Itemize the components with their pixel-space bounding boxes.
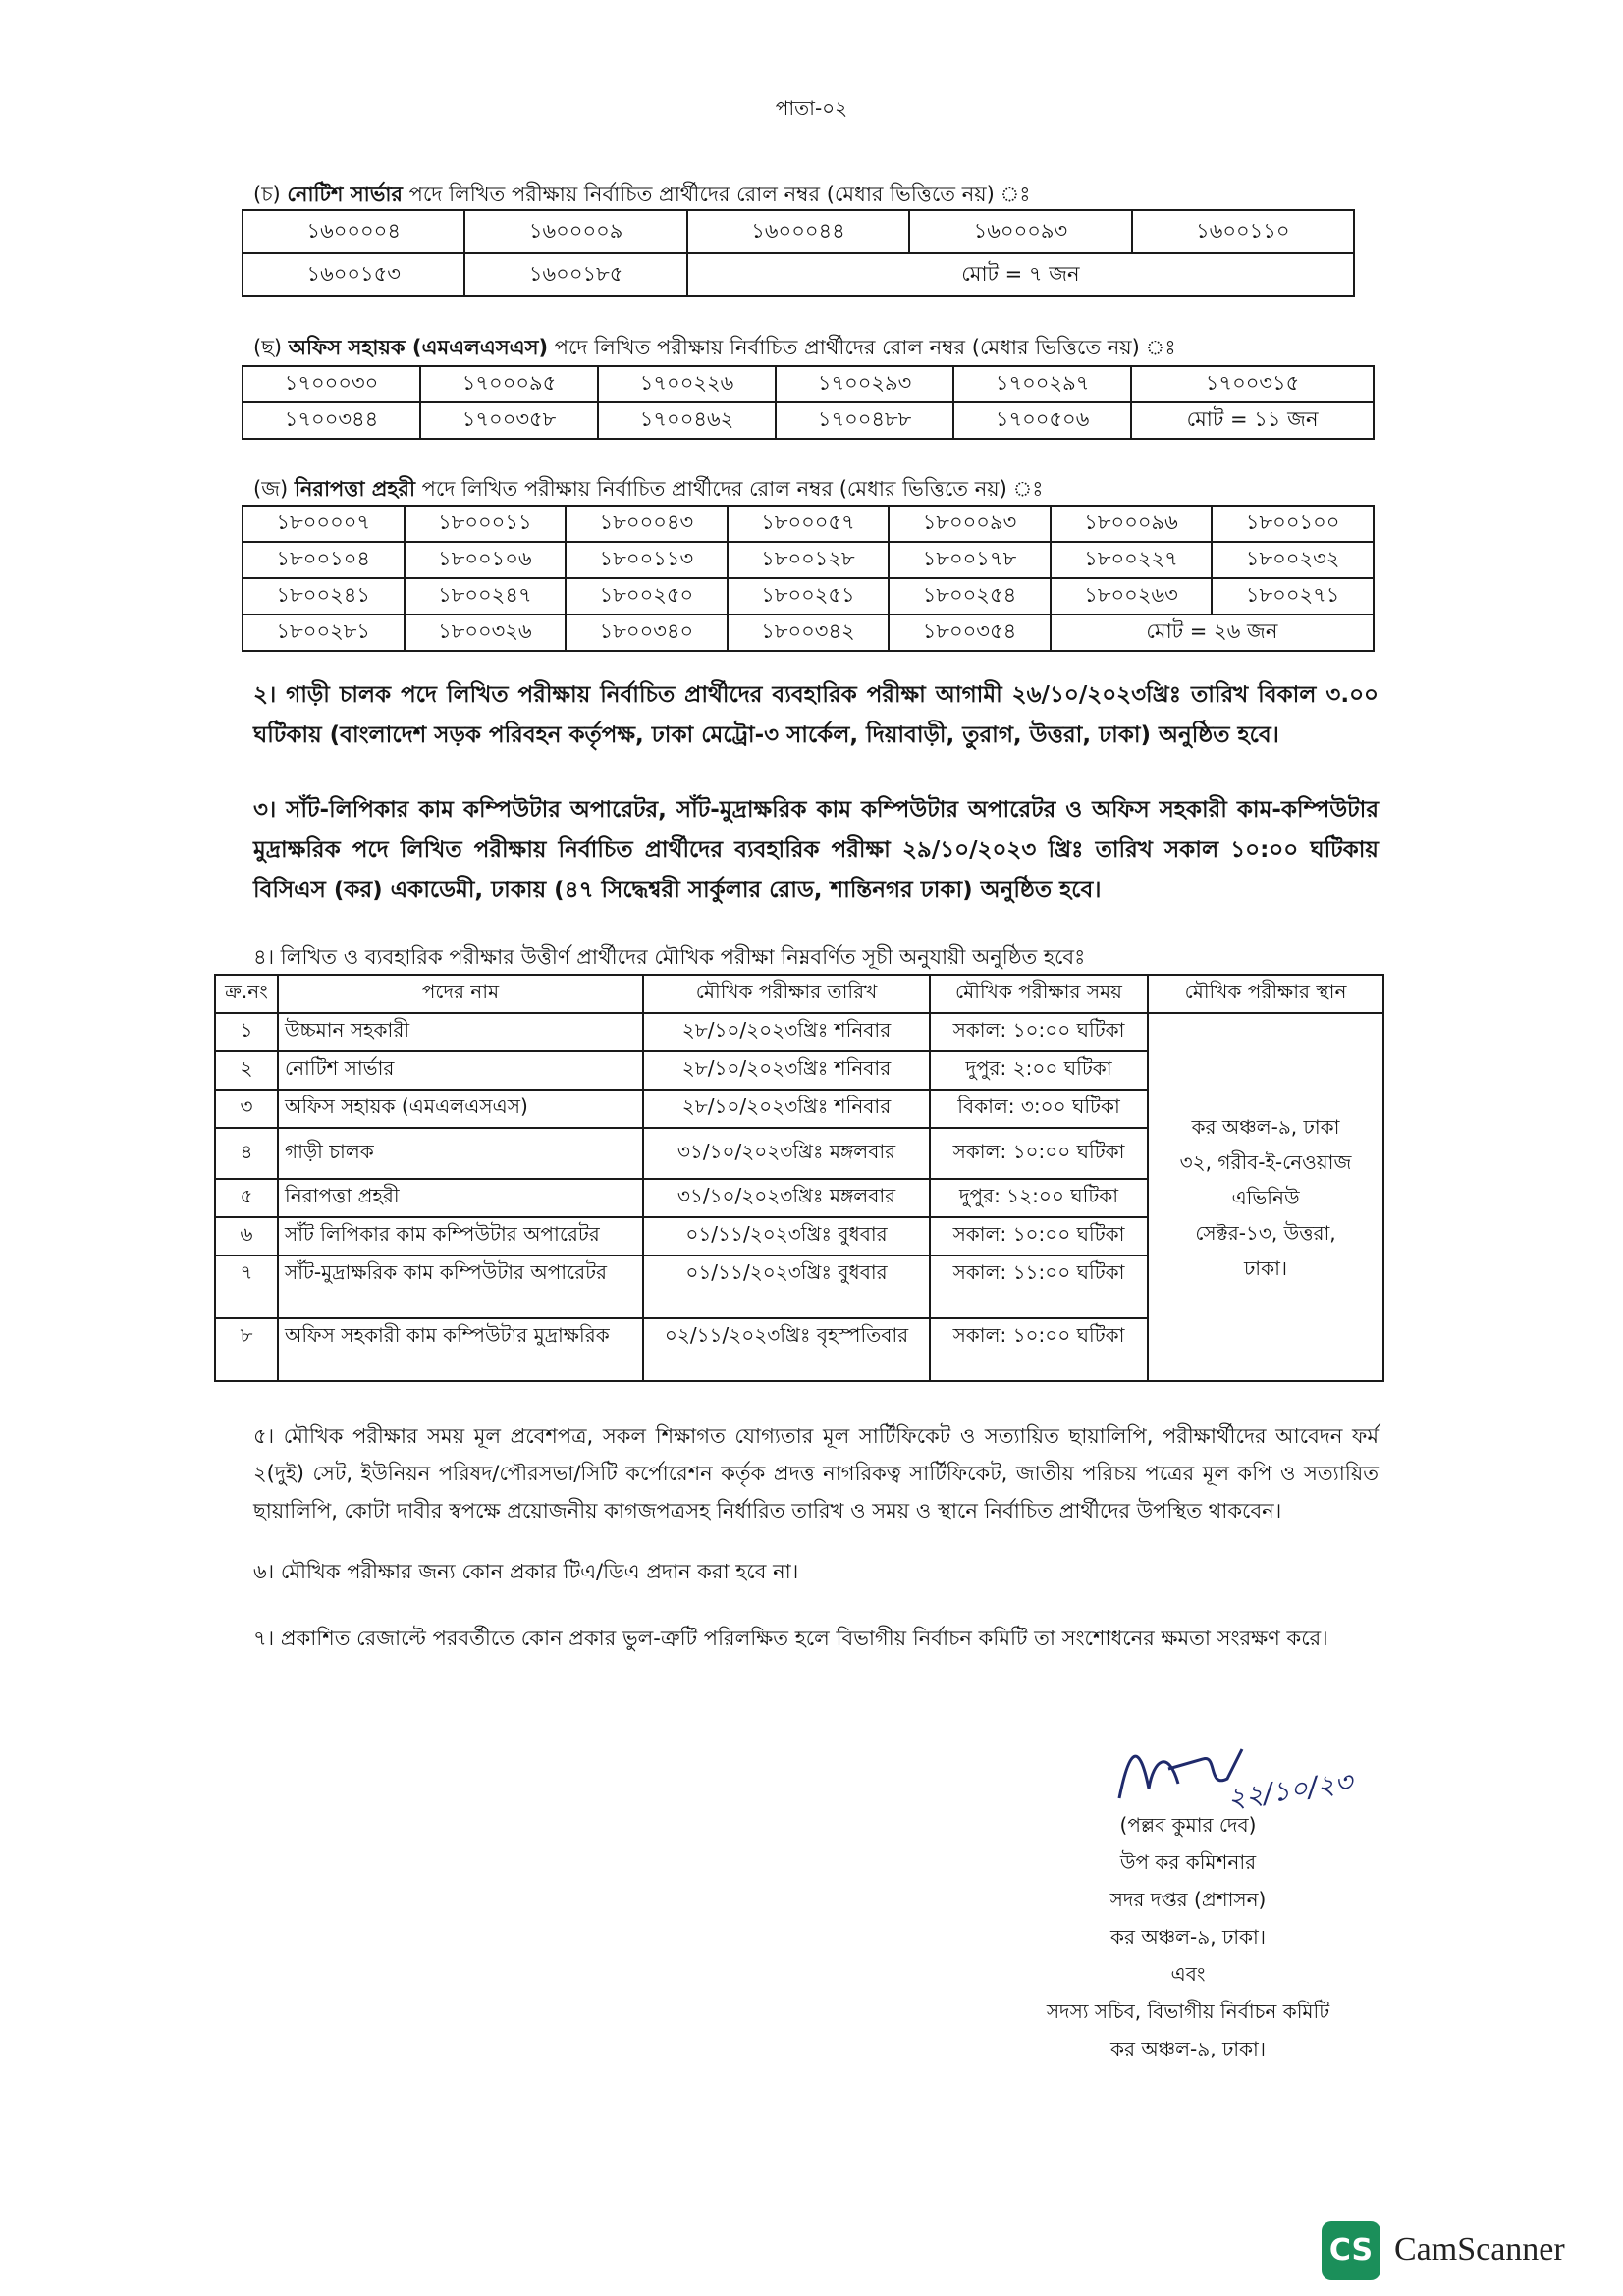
total-cell: মোট = ২৬ জন — [1051, 614, 1374, 651]
paragraph-5: ৫। মৌখিক পরীক্ষার সময় মূল প্রবেশপত্র, সকল শিক্ষাগত যোগ্যতার মূল সার্টিফিকেট ও সত্যায়িত ছায়ালিপি, পরীক্ষার্থীদের আবেদন ফর্ম ২(দুই) সেট, ইউনিয়ন পরিষদ/পৌরসভা/সিটি কর্পোরেশন কর্তৃক প্রদত্ত নাগরিকত্ব সার্টিফিকেট, জাতীয় পরিচয় পত্রের মূল কপি ও সত্যায়িত ছায়ালিপি, কোটা দাবীর স্বপক্ষে প্রয়োজনীয় কাগজপত্রসহ নির্ধারিত তারিখ ও সময় ও স্থানে নির্বাচিত প্রার্থীদের উপস্থিত থাকবেন। — [253, 1424, 1379, 1522]
roll-cell: ১৮০০১০৪ — [243, 542, 405, 578]
roll-cell: ১৭০০৩৫৮ — [420, 402, 598, 439]
roll-cell: ১৬০০০৯৩ — [909, 210, 1131, 253]
time-cell: সকাল: ১১:০০ ঘটিকা — [930, 1255, 1148, 1318]
signatory-designation: উপ কর কমিশনার — [1119, 1850, 1257, 1874]
serial-cell: ৬ — [215, 1217, 278, 1255]
roll-cell: ১৬০০০০৯ — [464, 210, 686, 253]
roll-cell: ১৭০০৩১৫ — [1131, 366, 1374, 402]
roll-cell: ১৮০০৩২৬ — [405, 614, 567, 651]
roll-cell: ১৮০০২৭১ — [1212, 578, 1374, 614]
serial-cell: ৮ — [215, 1318, 278, 1381]
signatory-role: সদস্য সচিব, বিভাগীয় নির্বাচন কমিটি — [1046, 2000, 1330, 2023]
paragraph-3: ৩। সাঁট-লিপিকার কাম কম্পিউটার অপারেটর, সাঁট-মুদ্রাক্ষরিক কাম কম্পিউটার অপারেটর ও অফিস সহকারী কাম-কম্পিউটার মুদ্রাক্ষরিক পদে লিখিত পরীক্ষায় নির্বাচিত প্রার্থীদের ব্যবহারিক পরীক্ষা ২৯/১০/২০২৩ খ্রিঃ তারিখ সকাল ১০:০০ ঘটিকায় বিসিএস (কর) একাডেমী, ঢাকায় (৪৭ সিদ্ধেশ্বরী সার্কুলার রোড, শান্তিনগর ঢাকা) অনুষ্ঠিত হবে। — [253, 797, 1379, 903]
post-cell: নোটিশ সার্ভার — [278, 1051, 643, 1090]
column-header: মৌখিক পরীক্ষার স্থান — [1148, 975, 1383, 1013]
post-cell: নিরাপত্তা প্রহরী — [278, 1179, 643, 1217]
time-cell: সকাল: ১০:০০ ঘটিকা — [930, 1318, 1148, 1381]
camscanner-watermark: CamScanner — [1394, 2231, 1565, 2268]
roll-cell: ১৭০০৫০৬ — [953, 402, 1131, 439]
office-assistant-roll-table — [242, 365, 1375, 440]
date-cell: ০২/১১/২০২৩খ্রিঃ বৃহস্পতিবার — [643, 1318, 930, 1381]
roll-cell: ১৮০০০৫৭ — [728, 506, 890, 542]
camscanner-logo-icon: CS — [1322, 2221, 1380, 2280]
date-cell: ৩১/১০/২০২৩খ্রিঃ মঙ্গলবার — [643, 1179, 930, 1217]
paragraph-2: ২। গাড়ী চালক পদে লিখিত পরীক্ষায় নির্বাচিত প্রার্থীদের ব্যবহারিক পরীক্ষা আগামী ২৬/১০/২০২৩খ্রিঃ তারিখ বিকাল ৩.০০ ঘটিকায় (বাংলাদেশ সড়ক পরিবহন কর্তৃপক্ষ, ঢাকা মেট্রো-৩ সার্কেল, দিয়াবাড়ী, তুরাগ, উত্তরা, ঢাকা) অনুষ্ঠিত হবে। — [253, 682, 1379, 748]
roll-cell: ১৮০০৩৪০ — [566, 614, 728, 651]
serial-cell: ১ — [215, 1013, 278, 1051]
time-cell: সকাল: ১০:০০ ঘটিকা — [930, 1217, 1148, 1255]
signatory-office: সদর দপ্তর (প্রশাসন) — [1109, 1888, 1267, 1911]
viva-schedule-table — [214, 974, 1384, 1382]
post-cell: গাড়ী চালক — [278, 1128, 643, 1179]
serial-cell: ৩ — [215, 1090, 278, 1128]
roll-cell: ১৮০০১১৩ — [566, 542, 728, 578]
time-cell: সকাল: ১০:০০ ঘটিকা — [930, 1013, 1148, 1051]
post-cell: অফিস সহায়ক (এমএলএসএস) — [278, 1090, 643, 1128]
roll-cell: ১৭০০২২৬ — [598, 366, 776, 402]
signatory-name: (পল্লব কুমার দেব) — [1119, 1813, 1257, 1837]
notice-server-roll-table — [242, 209, 1355, 297]
paragraph-4: ৪। লিখিত ও ব্যবহারিক পরীক্ষার উত্তীর্ণ প্রার্থীদের মৌখিক পরীক্ষা নিম্নবর্ণিত সূচী অনুযায়ী অনুষ্ঠিত হবেঃ — [253, 945, 1086, 969]
table-header-row — [215, 975, 1383, 1013]
date-cell: ০১/১১/২০২৩খ্রিঃ বুধবার — [643, 1217, 930, 1255]
serial-cell: ৭ — [215, 1255, 278, 1318]
serial-cell: ৫ — [215, 1179, 278, 1217]
roll-cell: ১৬০০১১০ — [1132, 210, 1354, 253]
venue-cell: কর অঞ্চল-৯, ঢাকা ৩২, গরীব-ই-নেওয়াজ এভিনিউ সেক্টর-১৩, উত্তরা, ঢাকা। — [1148, 1013, 1383, 1381]
roll-cell: ১৬০০০৪৪ — [687, 210, 909, 253]
column-header: ক্র.নং — [215, 975, 278, 1013]
roll-cell: ১৮০০০৪৩ — [566, 506, 728, 542]
roll-cell: ১৮০০০৯৩ — [889, 506, 1051, 542]
signatory-and: এবং — [1170, 1962, 1206, 1986]
roll-cell: ১৭০০২৯৭ — [953, 366, 1131, 402]
office-assistant-title: (ছ) অফিস সহায়ক (এমএলএসএস) পদে লিখিত পরীক্ষায় নির্বাচিত প্রার্থীদের রোল নম্বর (মেধার ভিত্তিতে নয়) ঃ — [253, 336, 1176, 359]
signatory-zone: কর অঞ্চল-৯, ঢাকা। — [1109, 1925, 1267, 1949]
roll-cell: ১৭০০০৩০ — [243, 366, 420, 402]
total-cell: মোট = ৭ জন — [687, 253, 1354, 296]
roll-cell: ১৮০০২৩২ — [1212, 542, 1374, 578]
roll-cell: ১৮০০২৫৪ — [889, 578, 1051, 614]
roll-cell: ১৮০০০০৭ — [243, 506, 405, 542]
roll-cell: ১৬০০১৫৩ — [243, 253, 464, 296]
date-cell: ২৮/১০/২০২৩খ্রিঃ শনিবার — [643, 1051, 930, 1090]
roll-cell: ১৮০০৩৪২ — [728, 614, 890, 651]
column-header: মৌখিক পরীক্ষার তারিখ — [643, 975, 930, 1013]
roll-cell: ১৬০০১৮৫ — [464, 253, 686, 296]
roll-cell: ১৮০০১৭৮ — [889, 542, 1051, 578]
roll-cell: ১৮০০২৮১ — [243, 614, 405, 651]
paragraph-7: ৭। প্রকাশিত রেজাল্টে পরবর্তীতে কোন প্রকার ভুল-ত্রুটি পরিলক্ষিত হলে বিভাগীয় নির্বাচন কমিটি তা সংশোধনের ক্ষমতা সংরক্ষণ করে। — [253, 1627, 1328, 1650]
roll-cell: ১৭০০৪৬২ — [598, 402, 776, 439]
signatory-block — [992, 1806, 1384, 2067]
roll-cell: ১৮০০১২৮ — [728, 542, 890, 578]
roll-cell: ১৭০০৩৪৪ — [243, 402, 420, 439]
post-cell: অফিস সহকারী কাম কম্পিউটার মুদ্রাক্ষরিক — [278, 1318, 643, 1381]
time-cell: দুপুর: ২:০০ ঘটিকা — [930, 1051, 1148, 1090]
time-cell: সকাল: ১০:০০ ঘটিকা — [930, 1128, 1148, 1179]
roll-cell: ১৮০০০৯৬ — [1051, 506, 1213, 542]
roll-cell: ১৮০০০১১ — [405, 506, 567, 542]
roll-cell: ১৮০০৩৫৪ — [889, 614, 1051, 651]
column-header: পদের নাম — [278, 975, 643, 1013]
signature-date: ২২/১০/২৩ — [1225, 1765, 1355, 1815]
roll-cell: ১৮০০২২৭ — [1051, 542, 1213, 578]
roll-cell: ১৭০০৪৮৮ — [776, 402, 953, 439]
date-cell: ০১/১১/২০২৩খ্রিঃ বুধবার — [643, 1255, 930, 1318]
roll-cell: ১৮০০২৫১ — [728, 578, 890, 614]
roll-cell: ১৬০০০০৪ — [243, 210, 464, 253]
notice-server-title: (চ) নোটিশ সার্ভার পদে লিখিত পরীক্ষায় নির্বাচিত প্রার্থীদের রোল নম্বর (মেধার ভিত্তিতে নয়) ঃ — [253, 183, 1031, 206]
roll-cell: ১৭০০২৯৩ — [776, 366, 953, 402]
total-cell: মোট = ১১ জন — [1131, 402, 1374, 439]
post-cell: সাঁট লিপিকার কাম কম্পিউটার অপারেটর — [278, 1217, 643, 1255]
time-cell: বিকাল: ৩:০০ ঘটিকা — [930, 1090, 1148, 1128]
roll-cell: ১৭০০০৯৫ — [420, 366, 598, 402]
roll-cell: ১৮০০২৪১ — [243, 578, 405, 614]
table-row — [215, 1013, 1383, 1051]
signatory-zone-2: কর অঞ্চল-৯, ঢাকা। — [1109, 2037, 1267, 2060]
roll-cell: ১৮০০২৬৩ — [1051, 578, 1213, 614]
date-cell: ২৮/১০/২০২৩খ্রিঃ শনিবার — [643, 1090, 930, 1128]
date-cell: ২৮/১০/২০২৩খ্রিঃ শনিবার — [643, 1013, 930, 1051]
security-guard-roll-table — [242, 505, 1375, 652]
roll-cell: ১৮০০১০০ — [1212, 506, 1374, 542]
security-guard-title: (জ) নিরাপত্তা প্রহরী পদে লিখিত পরীক্ষায় নির্বাচিত প্রার্থীদের রোল নম্বর (মেধার ভিত্তিতে নয়) ঃ — [253, 477, 1044, 501]
roll-cell: ১৮০০২৪৭ — [405, 578, 567, 614]
roll-cell: ১৮০০১০৬ — [405, 542, 567, 578]
column-header: মৌখিক পরীক্ষার সময় — [930, 975, 1148, 1013]
date-cell: ৩১/১০/২০২৩খ্রিঃ মঙ্গলবার — [643, 1128, 930, 1179]
roll-cell: ১৮০০২৫০ — [566, 578, 728, 614]
serial-cell: ৪ — [215, 1128, 278, 1179]
post-cell: উচ্চমান সহকারী — [278, 1013, 643, 1051]
post-cell: সাঁট-মুদ্রাক্ষরিক কাম কম্পিউটার অপারেটর — [278, 1255, 643, 1318]
page-number: পাতা-০২ — [775, 96, 848, 120]
paragraph-6: ৬। মৌখিক পরীক্ষার জন্য কোন প্রকার টিএ/ডিএ প্রদান করা হবে না। — [253, 1560, 799, 1583]
time-cell: দুপুর: ১২:০০ ঘটিকা — [930, 1179, 1148, 1217]
serial-cell: ২ — [215, 1051, 278, 1090]
